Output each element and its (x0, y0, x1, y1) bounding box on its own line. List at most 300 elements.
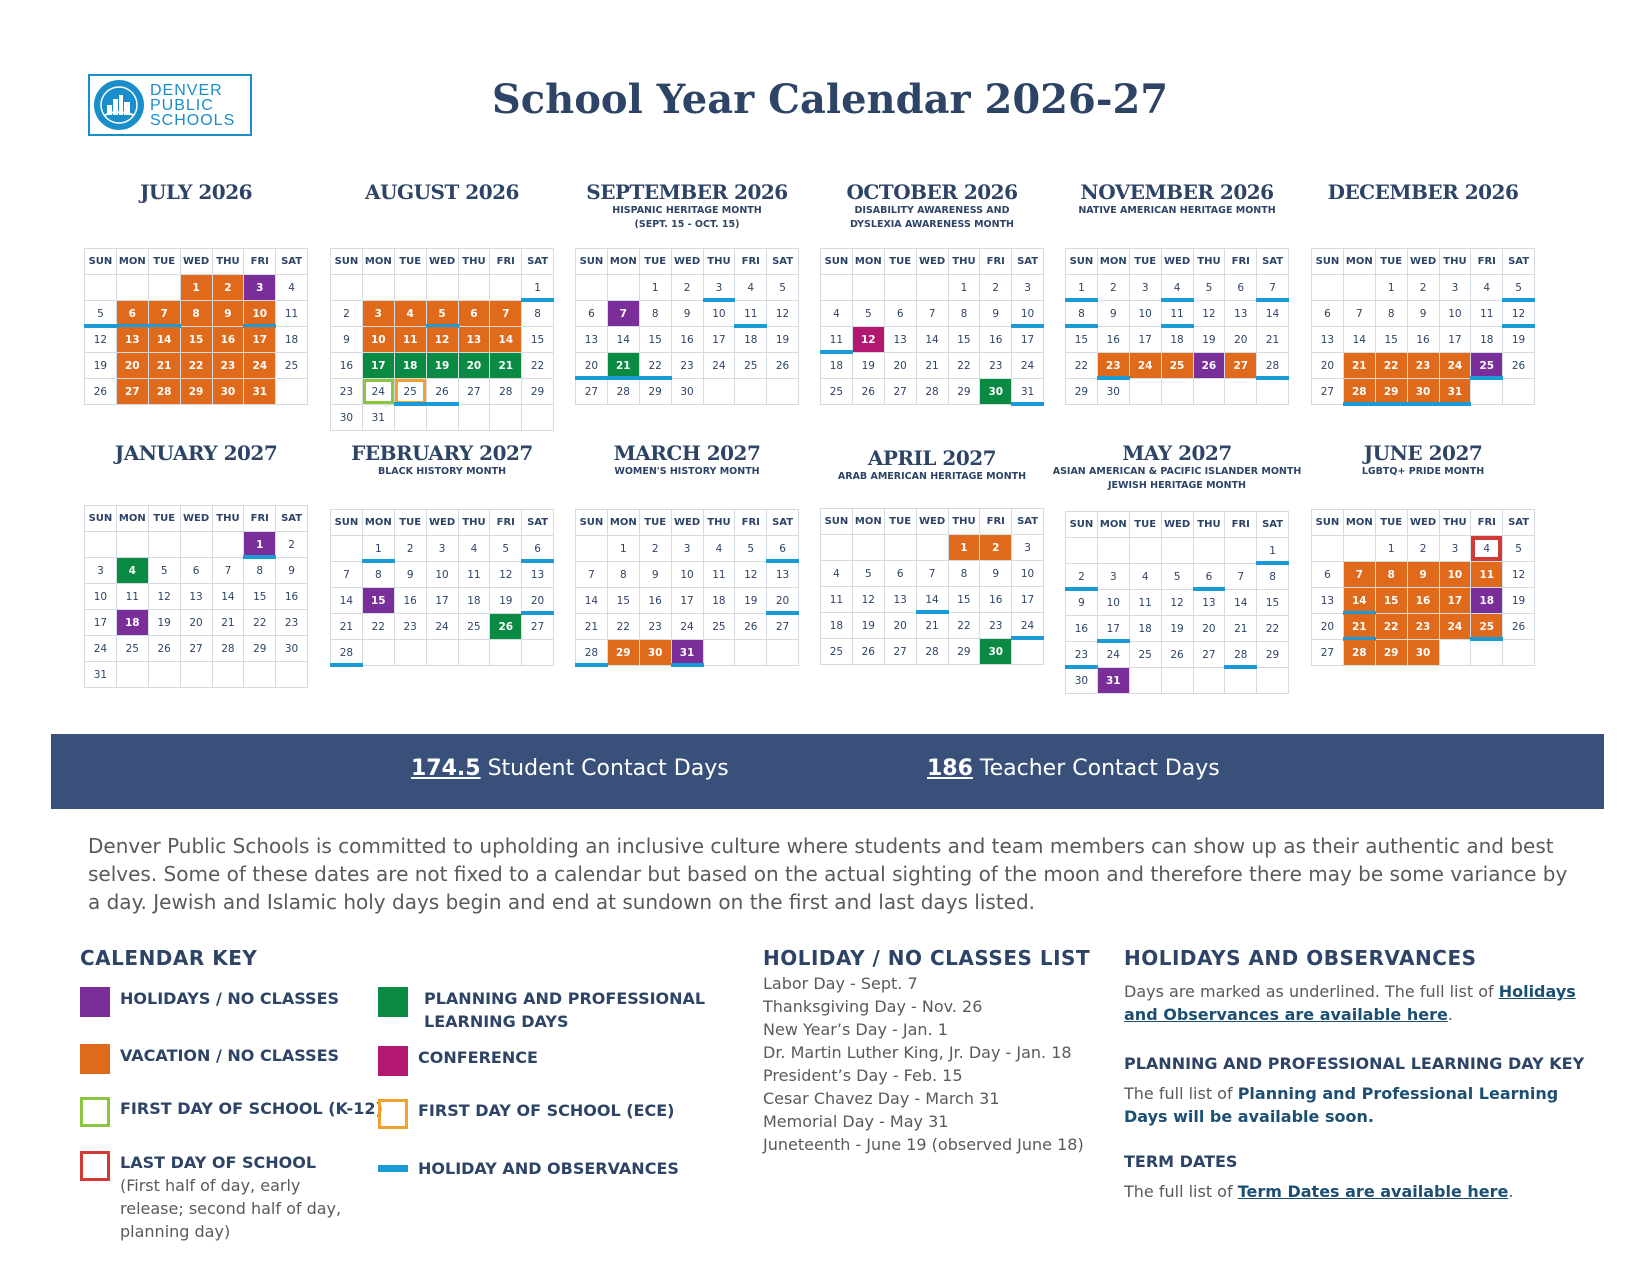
day-header: FRI (1225, 249, 1257, 275)
empty-cell (821, 275, 853, 301)
day-cell: 26 (1161, 642, 1193, 668)
day-cell: 10 (1439, 301, 1471, 327)
day-header: FRI (490, 249, 522, 275)
day-cell: 12 (1503, 562, 1535, 588)
day-cell: 13 (1193, 590, 1225, 616)
month-july-2026 (84, 180, 308, 398)
day-header: TUE (884, 249, 916, 275)
day-cell: 13 (767, 562, 799, 588)
month-note: NATIVE AMERICAN HERITAGE MONTH (1078, 205, 1276, 216)
list-item: Cesar Chavez Day - March 31 (763, 1089, 1000, 1108)
empty-cell (85, 532, 117, 558)
day-cell: 12 (426, 327, 458, 353)
day-cell: 27 (884, 639, 916, 665)
day-cell: 4 (735, 275, 767, 301)
month-note: HISPANIC HERITAGE MONTH (SEPT. 15 - OCT. 15) (612, 205, 762, 230)
key-conference-label: CONFERENCE (418, 1048, 538, 1067)
day-cell: 29 (1066, 379, 1098, 405)
key-vacation-label: VACATION / NO CLASSES (120, 1046, 340, 1065)
day-cell: 28 (576, 640, 608, 666)
day-cell: 20 (884, 353, 916, 379)
day-cell: 27 (458, 379, 490, 405)
day-cell: 30 (331, 405, 363, 431)
day-cell: 29 (1375, 640, 1407, 666)
day-cell: 25 (821, 639, 853, 665)
day-cell: 18 (735, 327, 767, 353)
day-cell: 7 (490, 301, 522, 327)
day-cell: 19 (490, 588, 522, 614)
day-cell: 30 (1097, 379, 1129, 405)
day-header: THU (703, 510, 735, 536)
month-name: APRIL 2027 (867, 446, 997, 470)
day-cell: 19 (1193, 327, 1225, 353)
month-name: JUNE 2027 (1363, 441, 1483, 465)
day-header: WED (671, 510, 703, 536)
day-header: WED (916, 249, 948, 275)
empty-cell (852, 275, 884, 301)
day-cell: 15 (1257, 590, 1289, 616)
day-cell: 24 (1439, 353, 1471, 379)
day-cell: 24 (1439, 614, 1471, 640)
day-cell: 17 (426, 588, 458, 614)
day-cell: 1 (1066, 275, 1098, 301)
day-cell: 3 (1097, 564, 1129, 590)
empty-cell (1129, 379, 1161, 405)
day-cell: 21 (148, 353, 180, 379)
week-row (331, 275, 554, 301)
day-header: THU (948, 509, 980, 535)
day-cell: 12 (490, 562, 522, 588)
day-cell: 4 (116, 558, 148, 584)
day-header: SUN (331, 249, 363, 275)
day-header: FRI (735, 510, 767, 536)
day-cell: 14 (1225, 590, 1257, 616)
day-cell: 21 (576, 614, 608, 640)
day-header: TUE (148, 249, 180, 275)
day-cell: 18 (394, 353, 426, 379)
day-cell: 23 (1097, 353, 1129, 379)
day-cell: 22 (244, 610, 276, 636)
day-cell: 3 (1439, 275, 1471, 301)
week-row (821, 275, 1044, 301)
day-cell: 14 (490, 327, 522, 353)
day-cell: 6 (1225, 275, 1257, 301)
empty-cell (1257, 379, 1289, 405)
day-cell: 14 (1343, 327, 1375, 353)
week-row (821, 561, 1044, 587)
empty-cell (331, 275, 363, 301)
empty-cell (1225, 668, 1257, 694)
week-row (1066, 275, 1289, 301)
day-cell: 21 (1225, 616, 1257, 642)
day-cell: 4 (458, 536, 490, 562)
day-cell: 2 (394, 536, 426, 562)
month-february-2027 (330, 441, 554, 659)
week-row (1312, 327, 1535, 353)
day-cell: 4 (821, 301, 853, 327)
day-cell: 21 (490, 353, 522, 379)
planning-days-note: Planning and Professional Learning Days will be available soon. (1124, 1084, 1559, 1126)
key-first-day-ece-label: FIRST DAY OF SCHOOL (ECE) (418, 1101, 675, 1120)
day-cell: 27 (1312, 640, 1344, 666)
logo-wordmark: DENVER PUBLIC SCHOOLS (150, 81, 236, 129)
day-header: SAT (1012, 509, 1044, 535)
day-cell: 9 (980, 561, 1012, 587)
day-cell: 11 (1129, 590, 1161, 616)
week-row (1312, 379, 1535, 405)
day-cell: 20 (458, 353, 490, 379)
planning-intro: The full list of (1124, 1084, 1238, 1103)
day-header: WED (916, 509, 948, 535)
last-day-swatch (80, 1151, 110, 1181)
day-cell: 26 (767, 353, 799, 379)
day-cell: 8 (1375, 562, 1407, 588)
holiday-swatch (80, 987, 110, 1017)
day-cell: 7 (212, 558, 244, 584)
day-cell: 28 (1343, 379, 1375, 405)
week-row (576, 327, 799, 353)
day-cell: 10 (1012, 561, 1044, 587)
day-header: WED (180, 506, 212, 532)
day-cell: 11 (276, 301, 308, 327)
day-header: WED (1161, 512, 1193, 538)
day-cell: 5 (148, 558, 180, 584)
week-row (331, 614, 554, 640)
day-cell: 29 (244, 636, 276, 662)
day-cell: 22 (607, 614, 639, 640)
week-row (1066, 301, 1289, 327)
day-cell: 27 (1225, 353, 1257, 379)
day-cell: 11 (1161, 301, 1193, 327)
day-cell: 5 (852, 301, 884, 327)
day-cell: 11 (821, 587, 853, 613)
empty-cell (1503, 379, 1535, 405)
day-header: SUN (331, 510, 363, 536)
teacher-contact-days-count: 186 (927, 756, 973, 781)
week-row (1312, 562, 1535, 588)
day-cell: 12 (85, 327, 117, 353)
day-cell: 15 (522, 327, 554, 353)
day-cell: 10 (1097, 590, 1129, 616)
day-cell: 10 (1129, 301, 1161, 327)
day-cell: 20 (180, 610, 212, 636)
empty-cell (276, 379, 308, 405)
page-title: School Year Calendar 2026-27 (491, 76, 1169, 123)
empty-cell (116, 662, 148, 688)
empty-cell (148, 532, 180, 558)
day-cell: 13 (1312, 327, 1344, 353)
day-cell: 23 (1407, 614, 1439, 640)
week-row (1312, 536, 1535, 562)
day-header: TUE (394, 249, 426, 275)
day-cell: 19 (148, 610, 180, 636)
month-grid (1065, 248, 1289, 405)
day-header: SAT (1503, 510, 1535, 536)
day-cell: 9 (1407, 562, 1439, 588)
observances-period: . (1447, 1005, 1453, 1024)
month-grid (575, 509, 799, 666)
day-cell: 2 (1407, 275, 1439, 301)
day-cell: 3 (703, 275, 735, 301)
day-header: SUN (85, 249, 117, 275)
day-cell: 19 (426, 353, 458, 379)
day-cell: 16 (212, 327, 244, 353)
day-cell: 30 (671, 379, 703, 405)
day-cell: 30 (1066, 668, 1098, 694)
day-cell: 1 (180, 275, 212, 301)
term-intro: The full list of (1124, 1182, 1238, 1201)
day-cell: 1 (948, 535, 980, 561)
day-cell: 8 (362, 562, 394, 588)
week-row (331, 588, 554, 614)
week-row (1066, 642, 1289, 668)
day-header: TUE (1129, 249, 1161, 275)
empty-cell (490, 640, 522, 666)
contact-days-banner (51, 734, 1604, 809)
day-header: MON (852, 249, 884, 275)
day-header: THU (458, 510, 490, 536)
month-grid (84, 248, 308, 405)
month-name: OCTOBER 2026 (846, 180, 1018, 204)
day-cell: 2 (671, 275, 703, 301)
day-cell: 2 (331, 301, 363, 327)
day-cell: 13 (884, 587, 916, 613)
day-cell: 14 (148, 327, 180, 353)
observances-link[interactable]: Holidays and Observances are available here (1124, 982, 1576, 1024)
day-cell: 21 (607, 353, 639, 379)
day-cell: 6 (884, 301, 916, 327)
list-item: New Year’s Day - Jan. 1 (763, 1020, 948, 1039)
day-header: TUE (639, 249, 671, 275)
day-cell: 3 (426, 536, 458, 562)
day-cell: 25 (1161, 353, 1193, 379)
month-may-2027 (1052, 441, 1302, 687)
day-cell: 10 (671, 562, 703, 588)
first-day-k12-swatch (80, 1097, 110, 1127)
day-cell: 9 (671, 301, 703, 327)
day-cell: 17 (1012, 587, 1044, 613)
day-header: FRI (735, 249, 767, 275)
list-item: Dr. Martin Luther King, Jr. Day - Jan. 18 (763, 1043, 1072, 1062)
month-december-2026 (1311, 180, 1535, 398)
day-cell: 17 (244, 327, 276, 353)
day-cell: 16 (1407, 327, 1439, 353)
month-note: BLACK HISTORY MONTH (377, 466, 507, 477)
day-header: SUN (576, 249, 608, 275)
day-cell: 6 (1312, 562, 1344, 588)
dps-logo (88, 74, 252, 136)
day-cell: 24 (1012, 613, 1044, 639)
day-header: SAT (522, 510, 554, 536)
week-row (1312, 614, 1535, 640)
week-row (1066, 564, 1289, 590)
day-cell: 24 (362, 379, 394, 405)
key-planning-label: PLANNING AND PROFESSIONAL LEARNING DAYS (424, 989, 706, 1031)
day-cell: 5 (852, 561, 884, 587)
week-row (331, 536, 554, 562)
day-header: SAT (276, 506, 308, 532)
day-header: SUN (576, 510, 608, 536)
day-cell: 29 (180, 379, 212, 405)
day-cell: 12 (852, 327, 884, 353)
day-cell: 14 (607, 327, 639, 353)
day-cell: 29 (948, 639, 980, 665)
day-cell: 3 (362, 301, 394, 327)
day-cell: 13 (1312, 588, 1344, 614)
empty-cell (1129, 538, 1161, 564)
week-row (85, 610, 308, 636)
day-header: SAT (767, 510, 799, 536)
empty-cell (1471, 640, 1503, 666)
day-cell: 17 (1439, 327, 1471, 353)
teacher-contact-days (927, 756, 1220, 781)
day-cell: 15 (362, 588, 394, 614)
month-name: JANUARY 2027 (114, 441, 278, 465)
day-header: WED (1407, 249, 1439, 275)
list-item: Labor Day - Sept. 7 (763, 974, 918, 993)
last-day-note: (First half of day, early release; second half of day, planning day) (120, 1176, 342, 1241)
day-cell: 8 (607, 562, 639, 588)
day-header: SAT (1257, 249, 1289, 275)
day-cell: 14 (212, 584, 244, 610)
day-cell: 1 (522, 275, 554, 301)
month-grid (820, 248, 1044, 405)
month-grid (1311, 248, 1535, 405)
day-cell: 27 (522, 614, 554, 640)
day-cell: 15 (639, 327, 671, 353)
day-cell: 28 (490, 379, 522, 405)
day-cell: 29 (522, 379, 554, 405)
week-row (821, 379, 1044, 405)
day-cell: 5 (490, 536, 522, 562)
day-header: SUN (1312, 510, 1344, 536)
day-cell: 7 (1225, 564, 1257, 590)
week-row (576, 353, 799, 379)
day-cell: 20 (884, 613, 916, 639)
day-cell: 2 (1407, 536, 1439, 562)
day-cell: 18 (821, 353, 853, 379)
day-cell: 18 (458, 588, 490, 614)
term-dates-link[interactable]: Term Dates are available here (1237, 1182, 1509, 1201)
day-cell: 31 (671, 640, 703, 666)
key-planning (378, 987, 708, 1033)
empty-cell (458, 275, 490, 301)
day-cell: 27 (180, 636, 212, 662)
day-cell: 21 (1343, 614, 1375, 640)
empty-cell (1161, 379, 1193, 405)
day-cell: 6 (767, 536, 799, 562)
day-cell: 4 (1161, 275, 1193, 301)
day-cell: 30 (980, 379, 1012, 405)
empty-cell (212, 662, 244, 688)
day-cell: 22 (948, 353, 980, 379)
day-cell: 7 (331, 562, 363, 588)
day-cell: 15 (948, 587, 980, 613)
day-cell: 16 (394, 588, 426, 614)
day-header: MON (1097, 249, 1129, 275)
month-september-2026 (575, 180, 799, 398)
day-header: WED (671, 249, 703, 275)
inclusion-statement: Denver Public Schools is committed to upholding an inclusive culture where students and team members can show up as their authentic and best selves. Some of these dates are not fixed to a calendar but based on the actual sighting of the moon and therefore there may be some variance by a day. Jewish and Islamic holy days begin and end at sundown on the first and last days listed. (88, 834, 1568, 914)
day-cell: 23 (331, 379, 363, 405)
day-cell: 5 (1503, 275, 1535, 301)
day-cell: 24 (703, 353, 735, 379)
day-header: FRI (980, 249, 1012, 275)
week-row (331, 301, 554, 327)
day-cell: 8 (244, 558, 276, 584)
day-cell: 10 (1439, 562, 1471, 588)
empty-cell (522, 640, 554, 666)
day-header: SUN (821, 249, 853, 275)
last-day-label-text: LAST DAY OF SCHOOL (120, 1153, 317, 1172)
empty-cell (703, 379, 735, 405)
planning-swatch (378, 987, 408, 1017)
week-row (331, 353, 554, 379)
day-cell: 25 (1129, 642, 1161, 668)
empty-cell (1439, 640, 1471, 666)
day-cell: 14 (331, 588, 363, 614)
day-cell: 18 (276, 327, 308, 353)
key-observances-label: HOLIDAY AND OBSERVANCES (418, 1159, 679, 1178)
day-cell: 4 (821, 561, 853, 587)
student-contact-days (411, 756, 729, 781)
day-cell: 12 (852, 587, 884, 613)
day-cell: 12 (735, 562, 767, 588)
day-cell: 22 (362, 614, 394, 640)
day-header: MON (1343, 249, 1375, 275)
day-cell: 9 (1066, 590, 1098, 616)
month-october-2026 (820, 180, 1044, 398)
day-cell: 13 (1225, 301, 1257, 327)
day-cell: 14 (1257, 301, 1289, 327)
day-cell: 25 (821, 379, 853, 405)
empty-cell (852, 535, 884, 561)
key-vacation (80, 1044, 339, 1074)
day-cell: 3 (244, 275, 276, 301)
day-cell: 26 (1503, 353, 1535, 379)
key-last-day (80, 1151, 350, 1243)
day-cell: 26 (735, 614, 767, 640)
day-cell: 12 (1193, 301, 1225, 327)
week-row (576, 275, 799, 301)
day-cell: 24 (671, 614, 703, 640)
empty-cell (394, 405, 426, 431)
day-header: TUE (1375, 249, 1407, 275)
day-cell: 6 (522, 536, 554, 562)
empty-cell (1066, 538, 1098, 564)
week-row (1312, 588, 1535, 614)
day-cell: 28 (331, 640, 363, 666)
day-cell: 26 (1193, 353, 1225, 379)
week-row (331, 562, 554, 588)
week-row (1066, 668, 1289, 694)
day-header: SUN (1312, 249, 1344, 275)
day-cell: 19 (767, 327, 799, 353)
day-cell: 27 (1312, 379, 1344, 405)
day-cell: 7 (607, 301, 639, 327)
day-cell: 12 (1161, 590, 1193, 616)
day-cell: 25 (394, 379, 426, 405)
day-cell: 4 (703, 536, 735, 562)
day-header: THU (703, 249, 735, 275)
day-cell: 19 (1503, 588, 1535, 614)
empty-cell (703, 640, 735, 666)
empty-cell (276, 662, 308, 688)
day-cell: 1 (1257, 538, 1289, 564)
day-header: SAT (1012, 249, 1044, 275)
day-cell: 3 (1012, 535, 1044, 561)
empty-cell (394, 640, 426, 666)
